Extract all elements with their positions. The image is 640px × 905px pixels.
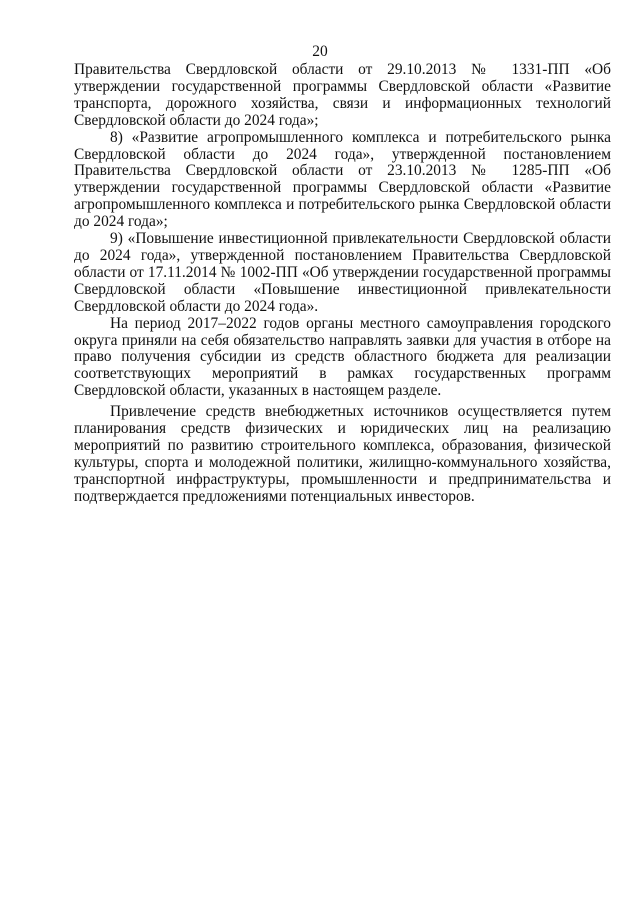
paragraph-extrabudgetary-sources: Привлечение средств внебюджетных источников осуществляется путем планирования средств физических и юридических лиц на реализацию мероприятий по развитию строительного комплекса, образования, физической культуры, спорта и молодежной политики, жилищно-коммунального хозяйства, транспортной инфраструктуры, промышленности и предпринимательства и подтверждается предложениями потенциальных инвесторов. (74, 403, 611, 505)
document-body (74, 62, 611, 506)
page-number: 20 (312, 43, 328, 60)
paragraph-local-government-obligation: На период 2017–2022 годов органы местного самоуправления городского округа приняли на себя обязательство направлять заявки для участия в отборе на право получения субсидии из средств областного бюджета для реализации соответствующих мероприятий в рамках государственных программ Свердловской области, указанных в настоящем разделе. (74, 314, 611, 400)
paragraph-item-8: 8) «Развитие агропромышленного комплекса и потребительского рынка Свердловской области до 2024 года», утвержденной постановлением Правительства Свердловской области от 23.10.2013 № 1285-ПП «Об утверждении государственной программы Свердловской области «Развитие агропромышленного комплекса и потребительского рынка Свердловской области до 2024 года»; (74, 128, 611, 231)
paragraph-item-9: 9) «Повышение инвестиционной привлекательности Свердловской области до 2024 года», утвержденной постановлением Правительства Свердловской области от 17.11.2014 № 1002-ПП «Об утверждении государственной программы Свердловской области «Повышение инвестиционной привлекательности Свердловской области до 2024 года». (74, 230, 611, 315)
paragraph-continuation-program-7: Правительства Свердловской области от 29.10.2013 № 1331-ПП «Об утверждении государственной программы Свердловской области «Развитие транспорта, дорожного хозяйства, связи и информационных технологий Свердловской области до 2024 года»; (74, 61, 611, 129)
